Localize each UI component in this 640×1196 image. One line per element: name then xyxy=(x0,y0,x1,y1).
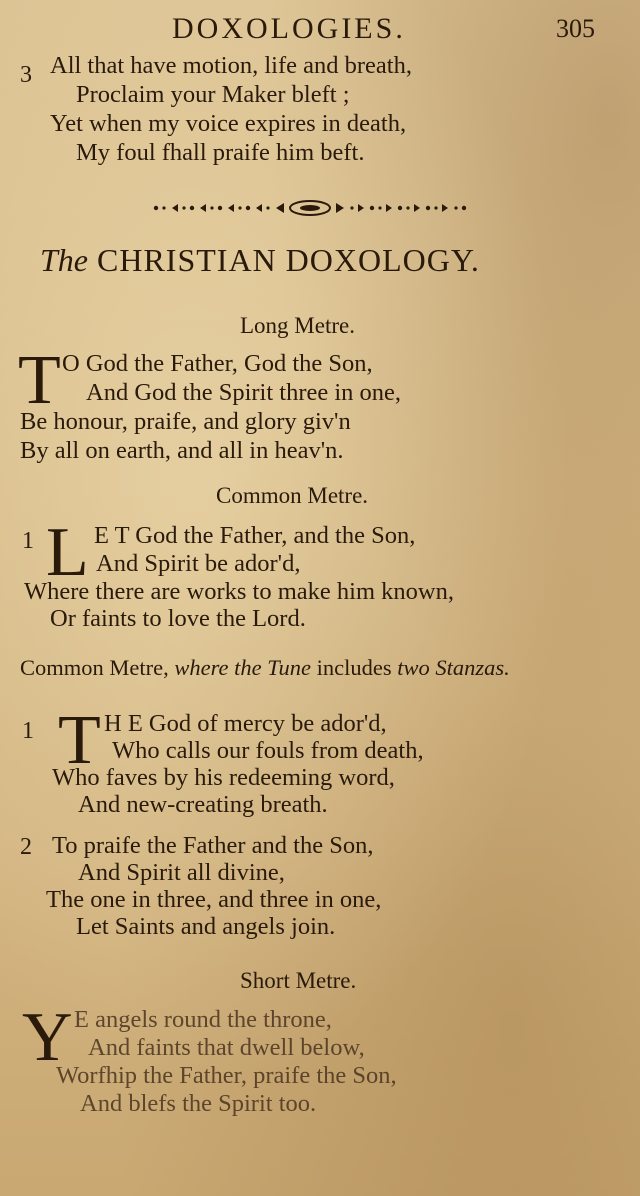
stanza-number: 1 xyxy=(22,718,34,744)
running-header: DOXOLOGIES. xyxy=(172,12,406,45)
verse-line: Be honour, praife, and glory giv'n xyxy=(20,408,351,435)
drop-cap: Y xyxy=(22,999,73,1076)
verse-line: Who faves by his redeeming word, xyxy=(52,764,395,791)
drop-cap: L xyxy=(46,514,89,591)
verse-line: E angels round the throne, xyxy=(74,1006,332,1033)
verse-line: Worfhip the Father, praife the Son, xyxy=(56,1062,397,1089)
verse-line: Proclaim your Maker bleft ; xyxy=(76,81,350,108)
drop-cap: T xyxy=(18,342,61,419)
verse-line: Who calls our fouls from death, xyxy=(112,737,424,764)
verse-line: Where there are works to make him known, xyxy=(24,578,454,605)
stanza-number: 1 xyxy=(22,528,34,554)
stanza-number: 2 xyxy=(20,834,32,860)
verse-line: H E God of mercy be ador'd, xyxy=(104,710,387,737)
section-title-italic: The xyxy=(40,242,88,278)
section-title xyxy=(40,242,480,279)
drop-cap: T xyxy=(58,702,101,779)
verse-line: O God the Father, God the Son, xyxy=(62,350,373,377)
verse-line: Yet when my voice expires in death, xyxy=(50,110,407,137)
verse-line: My foul fhall praife him beft. xyxy=(76,139,365,166)
stanza-number: 3 xyxy=(20,62,32,88)
heading-plain: Common Metre, xyxy=(20,655,169,680)
verse-line: And new-creating breath. xyxy=(78,791,328,818)
verse-line: And God the Spirit three in one, xyxy=(86,379,402,406)
verse-line: And Spirit be ador'd, xyxy=(96,550,301,577)
section-title-main: CHRISTIAN DOXOLOGY. xyxy=(97,242,480,278)
verse-line: Let Saints and angels join. xyxy=(76,913,336,940)
verse-line: All that have motion, life and breath, xyxy=(50,52,412,79)
heading-italic: two Stanzas. xyxy=(397,655,510,680)
heading-plain: includes xyxy=(316,655,392,680)
verse-line: And faints that dwell below, xyxy=(88,1034,365,1061)
verse-line: To praife the Father and the Son, xyxy=(52,832,374,859)
ornamental-divider xyxy=(150,194,470,222)
metre-heading: Short Metre. xyxy=(240,968,357,993)
verse-line: And Spirit all divine, xyxy=(78,859,285,886)
verse-line: And blefs the Spirit too. xyxy=(80,1090,317,1117)
metre-heading: Long Metre. xyxy=(240,313,355,338)
page-number: 305 xyxy=(556,14,595,43)
verse-line: By all on earth, and all in heav'n. xyxy=(20,437,344,464)
verse-line: Or faints to love the Lord. xyxy=(50,605,306,632)
heading-italic: where the Tune xyxy=(174,655,312,680)
metre-heading: Common Metre. xyxy=(216,483,369,508)
verse-line: E T God the Father, and the Son, xyxy=(94,522,416,549)
verse-line: The one in three, and three in one, xyxy=(46,886,382,913)
metre-heading xyxy=(20,655,510,681)
